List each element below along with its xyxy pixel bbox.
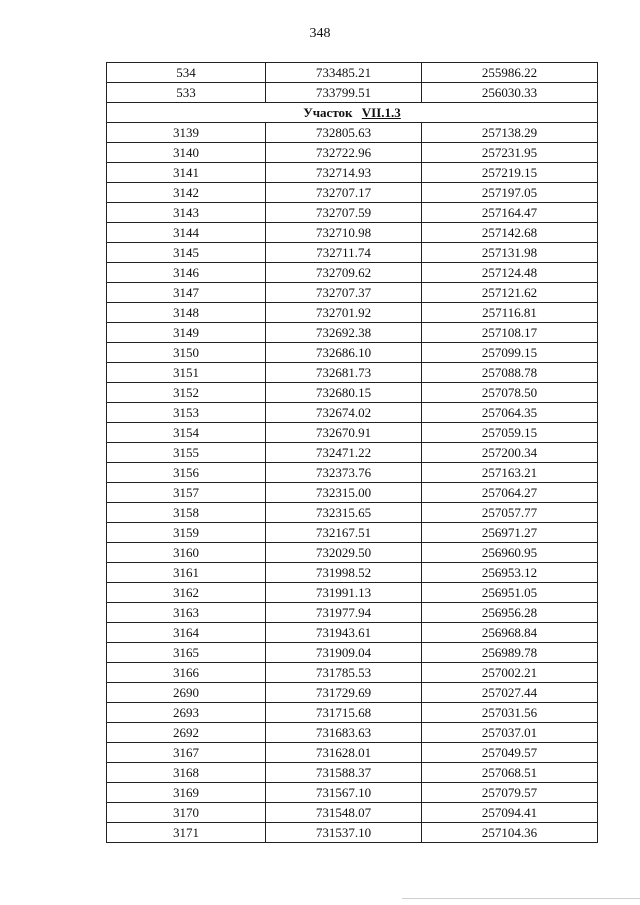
point-number-cell: 3156 bbox=[107, 463, 266, 483]
y-coordinate-cell: 256971.27 bbox=[422, 523, 598, 543]
x-coordinate-cell: 731729.69 bbox=[266, 683, 422, 703]
y-coordinate-cell: 257094.41 bbox=[422, 803, 598, 823]
point-number-cell: 3169 bbox=[107, 783, 266, 803]
y-coordinate-cell: 257049.57 bbox=[422, 743, 598, 763]
point-number-cell: 3152 bbox=[107, 383, 266, 403]
x-coordinate-cell: 731683.63 bbox=[266, 723, 422, 743]
x-coordinate-cell: 732670.91 bbox=[266, 423, 422, 443]
y-coordinate-cell: 257163.21 bbox=[422, 463, 598, 483]
table-row bbox=[107, 623, 598, 643]
table-row bbox=[107, 643, 598, 663]
x-coordinate-cell: 731715.68 bbox=[266, 703, 422, 723]
point-number-cell: 3170 bbox=[107, 803, 266, 823]
y-coordinate-cell: 257057.77 bbox=[422, 503, 598, 523]
x-coordinate-cell: 732707.17 bbox=[266, 183, 422, 203]
point-number-cell: 3157 bbox=[107, 483, 266, 503]
point-number-cell: 3159 bbox=[107, 523, 266, 543]
point-number-cell: 3160 bbox=[107, 543, 266, 563]
table-row bbox=[107, 263, 598, 283]
table-row bbox=[107, 423, 598, 443]
x-coordinate-cell: 732373.76 bbox=[266, 463, 422, 483]
y-coordinate-cell: 257064.35 bbox=[422, 403, 598, 423]
x-coordinate-cell: 732707.37 bbox=[266, 283, 422, 303]
y-coordinate-cell: 256989.78 bbox=[422, 643, 598, 663]
y-coordinate-cell: 256030.33 bbox=[422, 83, 598, 103]
point-number-cell: 3141 bbox=[107, 163, 266, 183]
x-coordinate-cell: 731567.10 bbox=[266, 783, 422, 803]
y-coordinate-cell: 257116.81 bbox=[422, 303, 598, 323]
point-number-cell: 3147 bbox=[107, 283, 266, 303]
table-row bbox=[107, 443, 598, 463]
x-coordinate-cell: 731909.04 bbox=[266, 643, 422, 663]
table-row bbox=[107, 563, 598, 583]
x-coordinate-cell: 731998.52 bbox=[266, 563, 422, 583]
y-coordinate-cell: 256968.84 bbox=[422, 623, 598, 643]
table-row bbox=[107, 463, 598, 483]
table-row bbox=[107, 503, 598, 523]
point-number-cell: 3171 bbox=[107, 823, 266, 843]
section-header-row bbox=[107, 103, 598, 123]
y-coordinate-cell: 255986.22 bbox=[422, 63, 598, 83]
point-number-cell: 3161 bbox=[107, 563, 266, 583]
y-coordinate-cell: 257164.47 bbox=[422, 203, 598, 223]
table-row bbox=[107, 163, 598, 183]
point-number-cell: 534 bbox=[107, 63, 266, 83]
x-coordinate-cell: 732680.15 bbox=[266, 383, 422, 403]
point-number-cell: 3143 bbox=[107, 203, 266, 223]
table-row bbox=[107, 303, 598, 323]
table-row bbox=[107, 543, 598, 563]
x-coordinate-cell: 732711.74 bbox=[266, 243, 422, 263]
y-coordinate-cell: 257104.36 bbox=[422, 823, 598, 843]
y-coordinate-cell: 257068.51 bbox=[422, 763, 598, 783]
x-coordinate-cell: 732707.59 bbox=[266, 203, 422, 223]
x-coordinate-cell: 732315.65 bbox=[266, 503, 422, 523]
x-coordinate-cell: 732692.38 bbox=[266, 323, 422, 343]
y-coordinate-cell: 257031.56 bbox=[422, 703, 598, 723]
x-coordinate-cell: 732709.62 bbox=[266, 263, 422, 283]
coordinates-table-body bbox=[107, 63, 598, 843]
section-label: Участок bbox=[303, 104, 353, 120]
y-coordinate-cell: 257064.27 bbox=[422, 483, 598, 503]
table-row bbox=[107, 583, 598, 603]
x-coordinate-cell: 731588.37 bbox=[266, 763, 422, 783]
table-row bbox=[107, 823, 598, 843]
y-coordinate-cell: 257108.17 bbox=[422, 323, 598, 343]
table-row bbox=[107, 763, 598, 783]
table-row bbox=[107, 363, 598, 383]
table-row bbox=[107, 343, 598, 363]
x-coordinate-cell: 731991.13 bbox=[266, 583, 422, 603]
y-coordinate-cell: 257219.15 bbox=[422, 163, 598, 183]
x-coordinate-cell: 731628.01 bbox=[266, 743, 422, 763]
point-number-cell: 3151 bbox=[107, 363, 266, 383]
point-number-cell: 2690 bbox=[107, 683, 266, 703]
table-row bbox=[107, 243, 598, 263]
x-coordinate-cell: 732167.51 bbox=[266, 523, 422, 543]
table-row bbox=[107, 803, 598, 823]
coordinates-table bbox=[106, 62, 598, 843]
y-coordinate-cell: 257231.95 bbox=[422, 143, 598, 163]
y-coordinate-cell: 257124.48 bbox=[422, 263, 598, 283]
point-number-cell: 3150 bbox=[107, 343, 266, 363]
x-coordinate-cell: 732471.22 bbox=[266, 443, 422, 463]
y-coordinate-cell: 257027.44 bbox=[422, 683, 598, 703]
point-number-cell: 3140 bbox=[107, 143, 266, 163]
y-coordinate-cell: 256951.05 bbox=[422, 583, 598, 603]
table-row bbox=[107, 523, 598, 543]
table-row bbox=[107, 603, 598, 623]
point-number-cell: 3148 bbox=[107, 303, 266, 323]
section-id: VII.1.3 bbox=[361, 104, 401, 120]
table-row bbox=[107, 403, 598, 423]
y-coordinate-cell: 257079.57 bbox=[422, 783, 598, 803]
x-coordinate-cell: 732710.98 bbox=[266, 223, 422, 243]
x-coordinate-cell: 732701.92 bbox=[266, 303, 422, 323]
table-row bbox=[107, 203, 598, 223]
point-number-cell: 3155 bbox=[107, 443, 266, 463]
y-coordinate-cell: 257131.98 bbox=[422, 243, 598, 263]
table-row bbox=[107, 323, 598, 343]
table-row bbox=[107, 123, 598, 143]
point-number-cell: 533 bbox=[107, 83, 266, 103]
x-coordinate-cell: 731548.07 bbox=[266, 803, 422, 823]
table-row bbox=[107, 703, 598, 723]
y-coordinate-cell: 257121.62 bbox=[422, 283, 598, 303]
y-coordinate-cell: 257138.29 bbox=[422, 123, 598, 143]
point-number-cell: 3167 bbox=[107, 743, 266, 763]
point-number-cell: 3139 bbox=[107, 123, 266, 143]
point-number-cell: 3168 bbox=[107, 763, 266, 783]
y-coordinate-cell: 256956.28 bbox=[422, 603, 598, 623]
x-coordinate-cell: 731977.94 bbox=[266, 603, 422, 623]
table-row bbox=[107, 683, 598, 703]
point-number-cell: 3146 bbox=[107, 263, 266, 283]
x-coordinate-cell: 732805.63 bbox=[266, 123, 422, 143]
x-coordinate-cell: 731943.61 bbox=[266, 623, 422, 643]
point-number-cell: 3153 bbox=[107, 403, 266, 423]
y-coordinate-cell: 256960.95 bbox=[422, 543, 598, 563]
y-coordinate-cell: 257088.78 bbox=[422, 363, 598, 383]
table-row bbox=[107, 743, 598, 763]
y-coordinate-cell: 257037.01 bbox=[422, 723, 598, 743]
x-coordinate-cell: 731785.53 bbox=[266, 663, 422, 683]
point-number-cell: 2692 bbox=[107, 723, 266, 743]
x-coordinate-cell: 733799.51 bbox=[266, 83, 422, 103]
x-coordinate-cell: 732315.00 bbox=[266, 483, 422, 503]
point-number-cell: 3144 bbox=[107, 223, 266, 243]
table-row bbox=[107, 83, 598, 103]
table-row bbox=[107, 283, 598, 303]
point-number-cell: 3158 bbox=[107, 503, 266, 523]
x-coordinate-cell: 732722.96 bbox=[266, 143, 422, 163]
point-number-cell: 3154 bbox=[107, 423, 266, 443]
page-number: 348 bbox=[309, 26, 331, 41]
y-coordinate-cell: 257059.15 bbox=[422, 423, 598, 443]
y-coordinate-cell: 256953.12 bbox=[422, 563, 598, 583]
x-coordinate-cell: 731537.10 bbox=[266, 823, 422, 843]
table-row bbox=[107, 663, 598, 683]
point-number-cell: 3162 bbox=[107, 583, 266, 603]
point-number-cell: 3163 bbox=[107, 603, 266, 623]
table-row bbox=[107, 63, 598, 83]
point-number-cell: 2693 bbox=[107, 703, 266, 723]
point-number-cell: 3165 bbox=[107, 643, 266, 663]
x-coordinate-cell: 732681.73 bbox=[266, 363, 422, 383]
y-coordinate-cell: 257142.68 bbox=[422, 223, 598, 243]
y-coordinate-cell: 257200.34 bbox=[422, 443, 598, 463]
point-number-cell: 3166 bbox=[107, 663, 266, 683]
x-coordinate-cell: 732674.02 bbox=[266, 403, 422, 423]
section-header-cell bbox=[107, 103, 598, 123]
point-number-cell: 3142 bbox=[107, 183, 266, 203]
point-number-cell: 3164 bbox=[107, 623, 266, 643]
x-coordinate-cell: 732714.93 bbox=[266, 163, 422, 183]
x-coordinate-cell: 732029.50 bbox=[266, 543, 422, 563]
table-row bbox=[107, 723, 598, 743]
y-coordinate-cell: 257197.05 bbox=[422, 183, 598, 203]
table-row bbox=[107, 183, 598, 203]
table-row bbox=[107, 223, 598, 243]
y-coordinate-cell: 257078.50 bbox=[422, 383, 598, 403]
table-row bbox=[107, 783, 598, 803]
x-coordinate-cell: 733485.21 bbox=[266, 63, 422, 83]
y-coordinate-cell: 257099.15 bbox=[422, 343, 598, 363]
x-coordinate-cell: 732686.10 bbox=[266, 343, 422, 363]
point-number-cell: 3149 bbox=[107, 323, 266, 343]
table-row bbox=[107, 383, 598, 403]
table-row bbox=[107, 143, 598, 163]
y-coordinate-cell: 257002.21 bbox=[422, 663, 598, 683]
table-row bbox=[107, 483, 598, 503]
point-number-cell: 3145 bbox=[107, 243, 266, 263]
scan-artifact-line bbox=[402, 898, 640, 899]
